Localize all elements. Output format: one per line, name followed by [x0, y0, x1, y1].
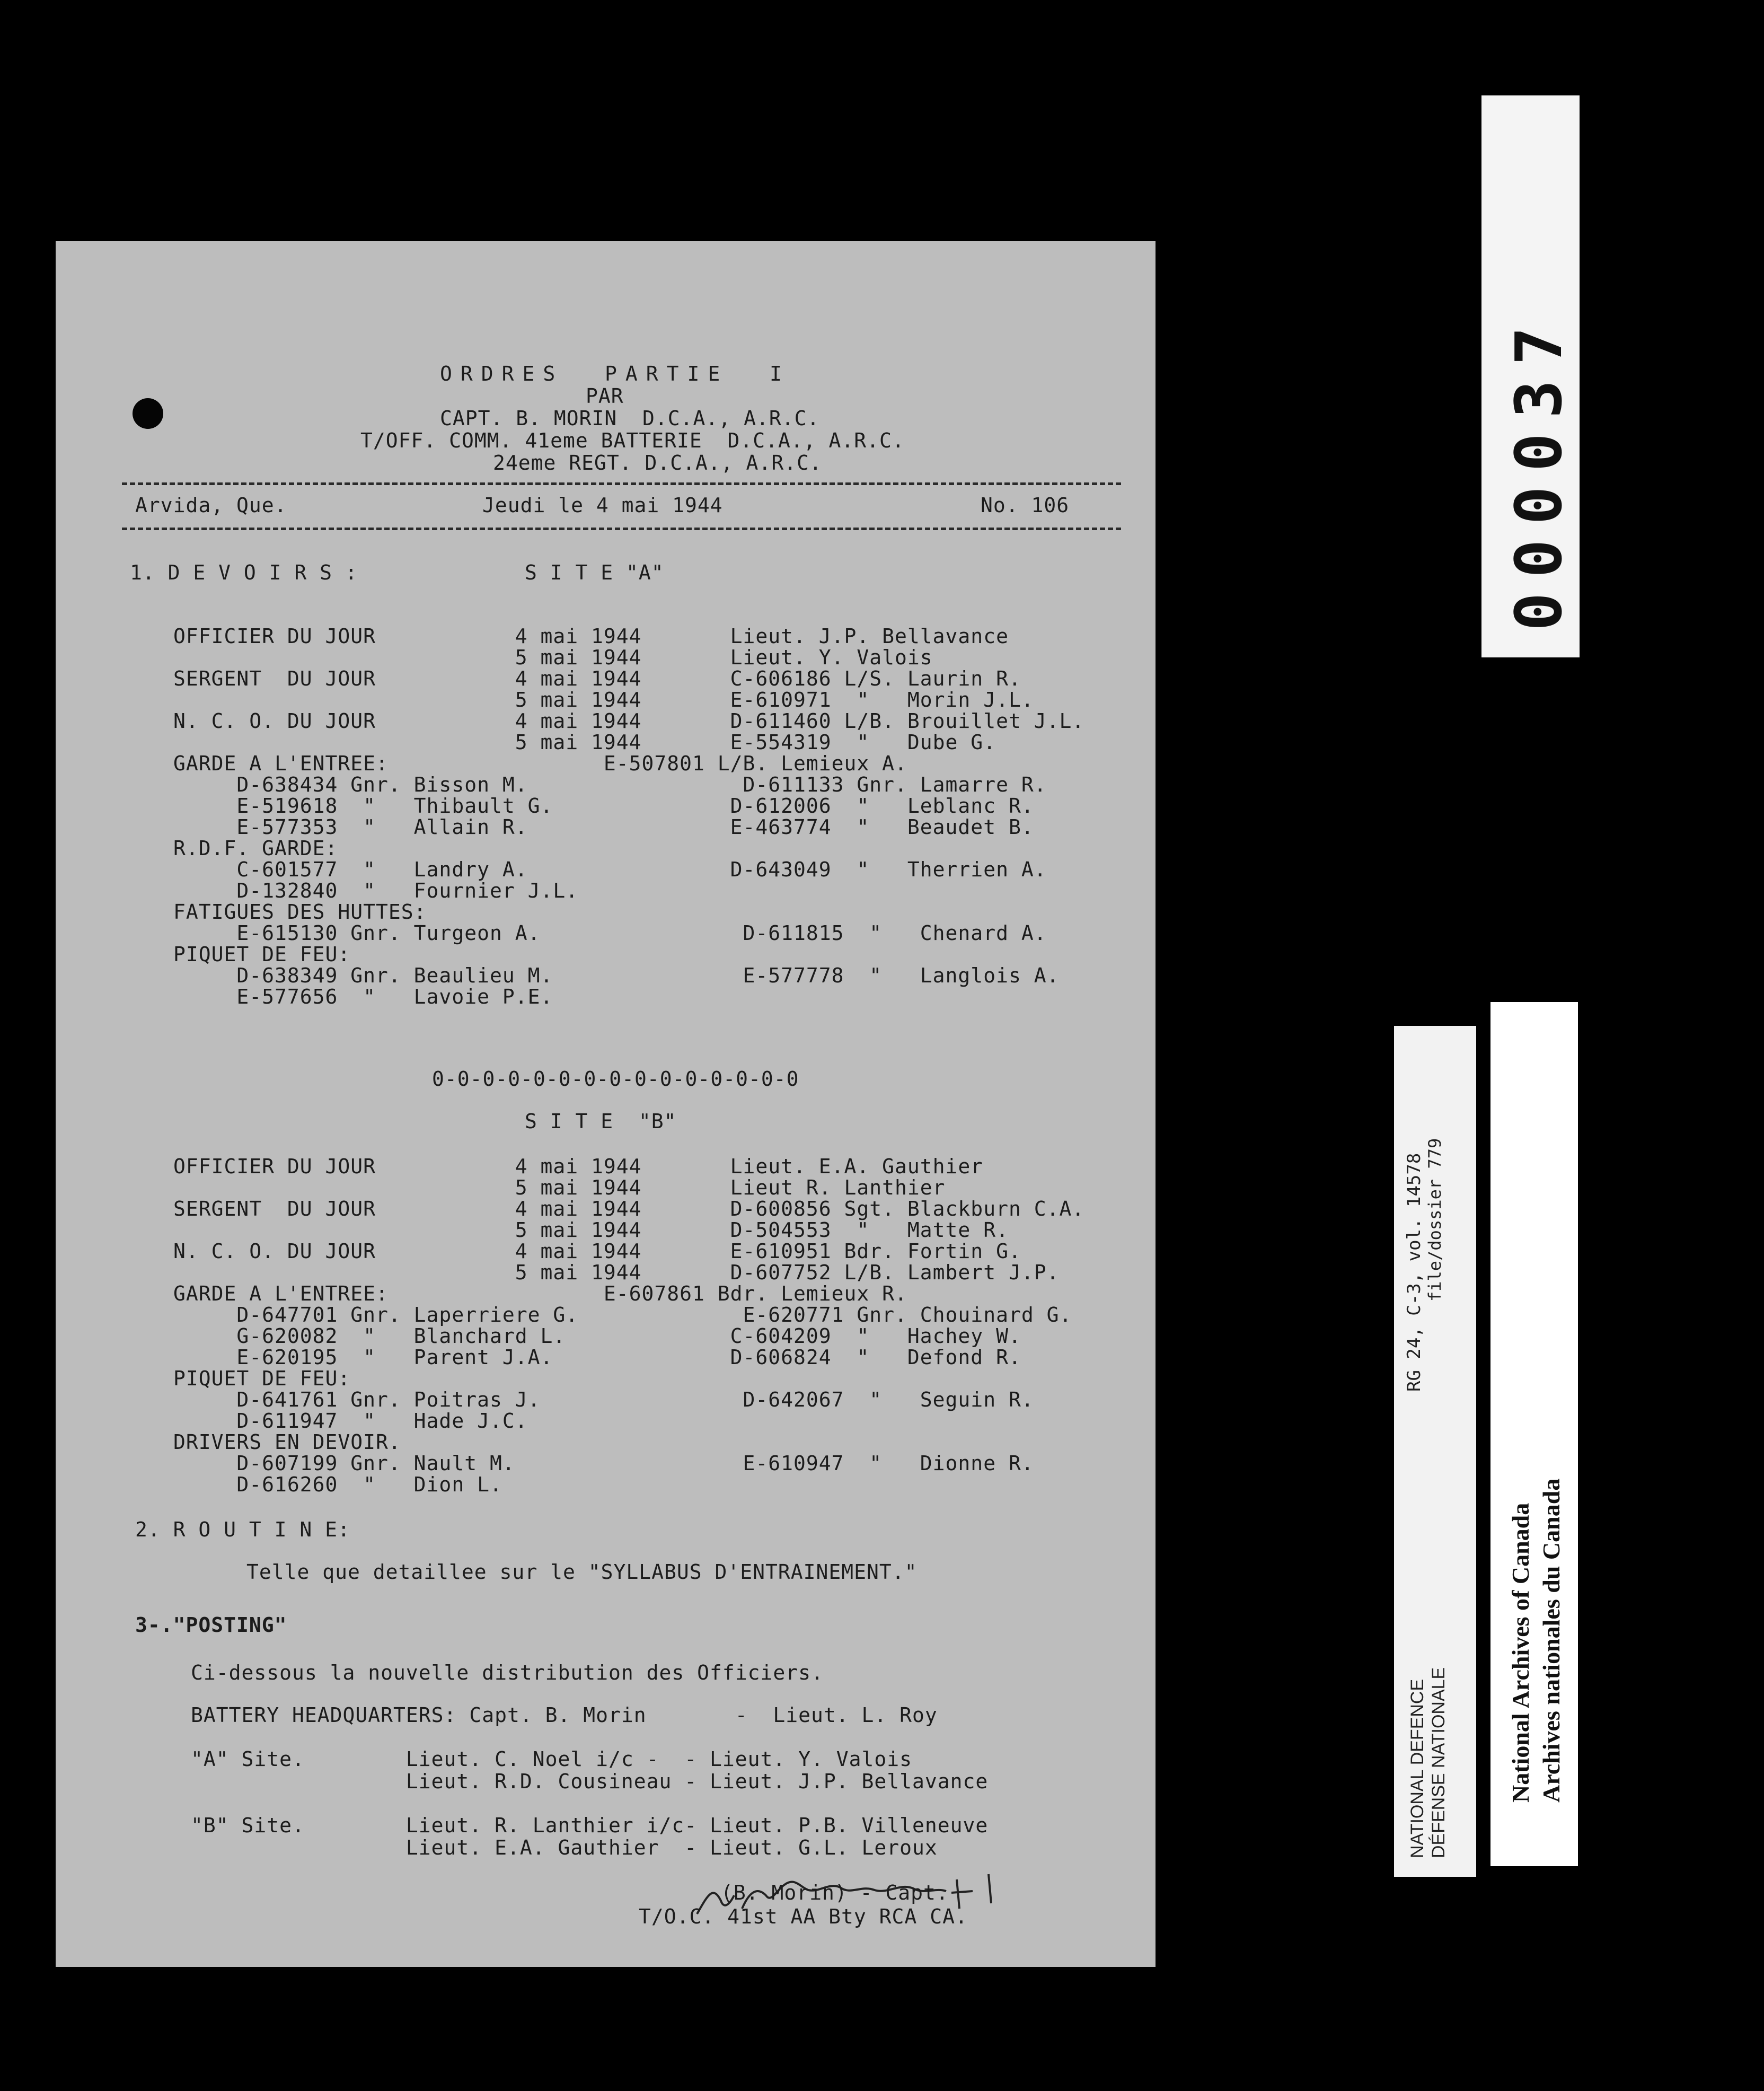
posting-intro: Ci-dessous la nouvelle distribution des Officiers. [191, 1661, 824, 1684]
site-b-heading: S I T E "B" [525, 1110, 677, 1133]
frame-number-tab [1481, 95, 1580, 657]
orders-title: ORDRES PARTIE I [440, 362, 790, 385]
duty-row: C-601577 " Landry A. D-643049 " Therrien A. [173, 858, 1047, 881]
duty-row: 5 mai 1944 D-607752 L/B. Lambert J.P. [173, 1261, 1060, 1284]
orders-author: CAPT. B. MORIN D.C.A., A.R.C. [440, 407, 820, 430]
section-routine: 2. R O U T I N E: [135, 1518, 350, 1541]
duty-row: E-577353 " Allain R. E-463774 " Beaudet B. [173, 815, 1034, 839]
duty-row: SERGENT DU JOUR 4 mai 1944 C-606186 L/S. Laurin R. [173, 667, 1021, 690]
punch-hole [133, 398, 163, 429]
posting-row: "B" Site. Lieut. R. Lanthier i/c- Lieut. P.B. Villeneuve [191, 1814, 989, 1837]
duty-row: D-638349 Gnr. Beaulieu M. E-577778 " Langlois A. [173, 964, 1060, 987]
duty-row: E-577656 " Lavoie P.E. [173, 985, 553, 1008]
duty-row: E-620195 " Parent J.A. D-606824 " Defond R. [173, 1346, 1021, 1369]
duty-row: PIQUET DE FEU: [173, 1367, 351, 1390]
duty-row: N. C. O. DU JOUR 4 mai 1944 D-611460 L/B. Brouillet J.L. [173, 709, 1085, 733]
posting-row: Lieut. E.A. Gauthier - Lieut. G.L. Leroux [191, 1836, 938, 1859]
signatory-title: T/O.C. 41st AA Bty RCA CA. [639, 1905, 968, 1928]
duty-row: D-616260 " Dion L. [173, 1473, 502, 1496]
divider [122, 528, 1121, 530]
duty-row: E-615130 Gnr. Turgeon A. D-611815 " Chenard A. [173, 921, 1047, 945]
divider [122, 482, 1121, 485]
archive-name-fr: Archives nationales du Canada [1538, 1478, 1565, 1803]
duty-row: FATIGUES DES HUTTES: [173, 900, 427, 924]
orders-unit: T/OFF. COMM. 41eme BATTERIE D.C.A., A.R.C. [360, 429, 905, 452]
frame-number: 000037 [1503, 312, 1576, 631]
section-posting: 3-."POSTING" [135, 1613, 287, 1637]
duty-row: D-132840 " Fournier J.L. [173, 879, 579, 902]
archive-label-tab [1490, 1002, 1578, 1866]
duty-row: D-607199 Gnr. Nault M. E-610947 " Dionne R. [173, 1452, 1034, 1475]
duty-row: G-620082 " Blanchard L. C-604209 " Hachey W. [173, 1324, 1021, 1348]
orders-par: PAR [586, 384, 624, 408]
place: Arvida, Que. [135, 494, 287, 517]
duty-row: SERGENT DU JOUR 4 mai 1944 D-600856 Sgt. Blackburn C.A. [173, 1197, 1085, 1220]
routine-text: Telle que detaillee sur le "SYLLABUS D'ENTRAINEMENT." [246, 1560, 918, 1584]
duty-row: D-647701 Gnr. Laperriere G. E-620771 Gnr. Chouinard G. [173, 1303, 1072, 1326]
duty-row: D-638434 Gnr. Bisson M. D-611133 Gnr. Lamarre R. [173, 773, 1047, 796]
duty-row: 5 mai 1944 E-554319 " Dube G. [173, 731, 996, 754]
archive-name-en: National Archives of Canada [1507, 1503, 1534, 1803]
duty-row: R.D.F. GARDE: [173, 837, 338, 860]
duty-row: DRIVERS EN DEVOIR. [173, 1430, 401, 1454]
department-fr: DÉFENSE NATIONALE [1428, 1667, 1449, 1858]
duty-row: PIQUET DE FEU: [173, 943, 351, 966]
date: Jeudi le 4 mai 1944 [482, 494, 723, 517]
duty-row: 5 mai 1944 D-504553 " Matte R. [173, 1218, 1009, 1242]
section-devoirs: 1. D E V O I R S : [130, 561, 358, 584]
duty-row: OFFICIER DU JOUR 4 mai 1944 Lieut. E.A. Gauthier [173, 1155, 984, 1178]
duty-row: 5 mai 1944 E-610971 " Morin J.L. [173, 688, 1034, 711]
duty-row: E-519618 " Thibault G. D-612006 " Leblanc R. [173, 794, 1034, 818]
archive-reference: RG 24, C-3, vol. 14578 [1404, 1153, 1425, 1392]
signatory-name: (B. Morin) - Capt. [721, 1881, 949, 1904]
document-page [56, 241, 1156, 1967]
section-separator: 0-0-0-0-0-0-0-0-0-0-0-0-0-0-0 [432, 1067, 799, 1091]
posting-row: Lieut. R.D. Cousineau - Lieut. J.P. Bellavance [191, 1770, 989, 1793]
duty-row: D-611947 " Hade J.C. [173, 1409, 528, 1433]
site-a-heading: S I T E "A" [525, 561, 664, 584]
posting-row: "A" Site. Lieut. C. Noel i/c - - Lieut. Y. Valois [191, 1747, 913, 1771]
duty-row: 5 mai 1944 Lieut. Y. Valois [173, 646, 933, 669]
duty-row: D-641761 Gnr. Poitras J. D-642067 " Seguin R. [173, 1388, 1034, 1411]
duty-row: GARDE A L'ENTREE: E-507801 L/B. Lemieux A. [173, 752, 907, 775]
archive-reference-tab [1394, 1026, 1476, 1877]
orders-regiment: 24eme REGT. D.C.A., A.R.C. [493, 451, 822, 475]
duty-row: OFFICIER DU JOUR 4 mai 1944 Lieut. J.P. Bellavance [173, 625, 1009, 648]
posting-row: BATTERY HEADQUARTERS: Capt. B. Morin - Lieut. L. Roy [191, 1703, 938, 1727]
duty-row: GARDE A L'ENTREE: E-607861 Bdr. Lemieux R. [173, 1282, 907, 1305]
archive-file: file/dossier 779 [1425, 1138, 1445, 1302]
duty-row: N. C. O. DU JOUR 4 mai 1944 E-610951 Bdr. Fortin G. [173, 1240, 1021, 1263]
order-number: No. 106 [981, 494, 1070, 517]
duty-row: 5 mai 1944 Lieut R. Lanthier [173, 1176, 946, 1199]
department-en: NATIONAL DEFENCE [1407, 1679, 1427, 1858]
